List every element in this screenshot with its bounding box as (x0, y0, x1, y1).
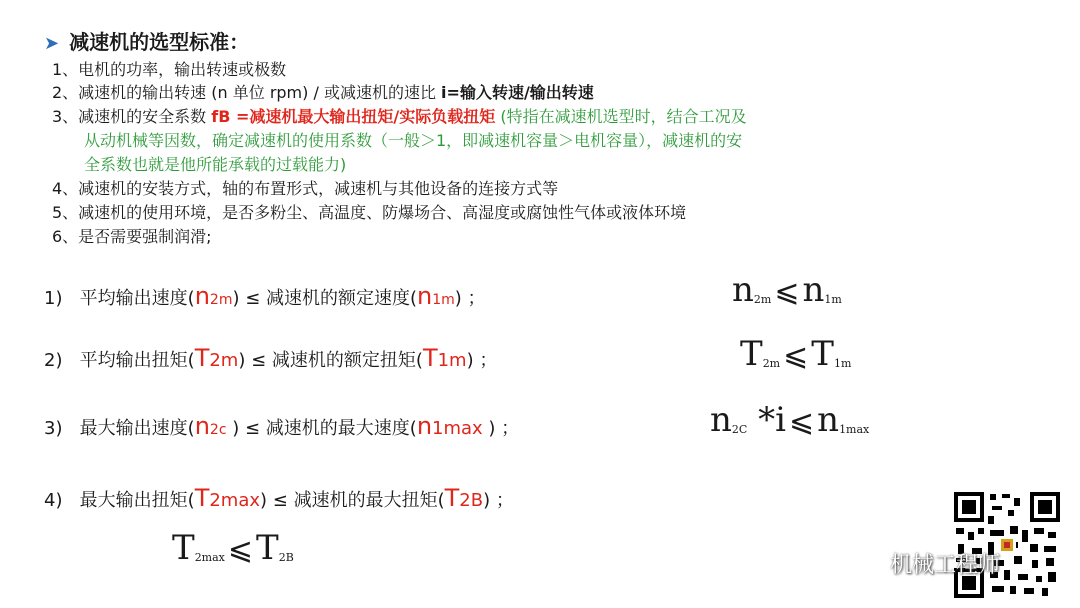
formula-symbol: T (256, 528, 279, 568)
condition-text: 平均输出扭矩( (79, 350, 195, 371)
formula-symbol: T (172, 528, 195, 568)
condition-3 (44, 412, 519, 440)
qr-code-icon (952, 490, 1062, 600)
criterion-3-note-3: 全系数也就是他所能承载的过载能力) (84, 155, 347, 174)
formula-3 (710, 400, 869, 440)
symbol: n (194, 412, 210, 440)
page-title (44, 26, 249, 55)
criterion-3-note-1: (特指在减速机选型时，结合工况及 (495, 107, 747, 126)
formula-symbol: T (811, 334, 834, 374)
symbol: T (194, 344, 210, 372)
symbol-subscript: 1max (432, 418, 483, 439)
formula-2 (740, 334, 851, 374)
formula-subscript: 1max (839, 423, 870, 436)
symbol: T (422, 344, 438, 372)
formula-4 (172, 528, 294, 568)
condition-1 (44, 282, 486, 310)
criterion-6: 6、是否需要强制润滑; (52, 227, 212, 246)
condition-number: 3) (44, 418, 63, 439)
formula-subscript: 2m (762, 357, 781, 370)
symbol-subscript: 1m (437, 350, 467, 371)
formula-subscript: 2C (731, 423, 748, 436)
condition-text: 平均输出速度( (79, 288, 195, 309)
symbol-subscript: 2m (209, 350, 239, 371)
criterion-3-prefix: 3、减速机的安全系数 (52, 107, 212, 126)
formula-symbol: n (802, 270, 825, 310)
formula-symbol: n (732, 270, 754, 310)
formula-symbol: T (740, 334, 763, 374)
condition-text: ) ≤ 减速机的额定速度( (232, 288, 418, 309)
formula-operator: ⩽ (783, 338, 809, 373)
criterion-5: 5、减速机的使用环境，是否多粉尘、高温度、防爆场合、高湿度或腐蚀性气体或液体环境 (52, 203, 687, 222)
condition-4 (44, 484, 514, 512)
condition-number: 4) (44, 490, 63, 511)
watermark (858, 548, 1000, 579)
condition-text: ) ≤ 减速机的额定扭矩( (238, 350, 423, 371)
ratio-formula: i=输入转速/输出转速 (441, 83, 594, 102)
condition-number: 2) (44, 350, 63, 371)
symbol: n (194, 282, 210, 310)
criterion-4: 4、减速机的安装方式，轴的布置形式，减速机与其他设备的连接方式等 (52, 179, 559, 198)
symbol: T (194, 484, 210, 512)
wechat-icon (858, 555, 884, 577)
formula-subscript: 2max (194, 551, 225, 564)
formula-operator: ⩽ (227, 532, 254, 567)
condition-text: 最大输出速度( (79, 418, 195, 439)
formula-subscript: 1m (824, 293, 842, 306)
formula-subscript: 1m (833, 357, 852, 370)
formula-symbol: n (817, 400, 840, 440)
condition-number: 1) (44, 288, 63, 309)
arrow-right-icon: ➤ (44, 33, 60, 54)
condition-text: 最大输出扭矩( (79, 490, 195, 511)
symbol-subscript: 2B (459, 490, 484, 511)
symbol-subscript: 2max (209, 490, 261, 511)
condition-text: ) ； (483, 490, 514, 511)
title-text: 减速机的选型标准： (69, 30, 250, 54)
formula-operator: ⩽ (774, 274, 800, 309)
condition-text: ) ； (482, 418, 520, 439)
symbol-subscript: 2m (209, 292, 233, 308)
condition-text: ) ； (466, 350, 498, 371)
symbol: n (417, 282, 433, 310)
formula-ratio: *i (747, 400, 787, 440)
criterion-1: 1、电机的功率，输出转速或极数 (52, 60, 287, 79)
condition-2 (44, 344, 497, 372)
criterion-3-note-2: 从动机械等因数，确定减速机的使用系数（一般＞1，即减速机容量＞电机容量），减速机的安 (84, 131, 743, 150)
symbol: n (416, 412, 433, 440)
formula-operator: ⩽ (789, 404, 815, 439)
formula-subscript: 2m (753, 293, 772, 306)
symbol-subscript: 2c (209, 422, 227, 438)
condition-text: ) ≤ 减速机的最大速度( (226, 418, 417, 439)
condition-text: ) ； (454, 288, 486, 309)
symbol-subscript: 1m (432, 292, 455, 308)
safety-factor-formula: fB =减速机最大输出扭矩/实际负载扭矩 (211, 107, 496, 126)
criterion-3 (52, 105, 747, 129)
criterion-2 (52, 81, 594, 105)
formula-symbol: n (710, 400, 732, 440)
condition-text: ) ≤ 减速机的最大扭矩( (260, 490, 445, 511)
formula-subscript: 2B (278, 551, 294, 564)
symbol: T (444, 484, 460, 512)
formula-1 (732, 270, 842, 310)
criterion-2-text: 2、减速机的输出转速 (n 单位 rpm) / 或减速机的速比 (52, 83, 442, 102)
watermark-text: 机械工程师 (890, 553, 1001, 578)
